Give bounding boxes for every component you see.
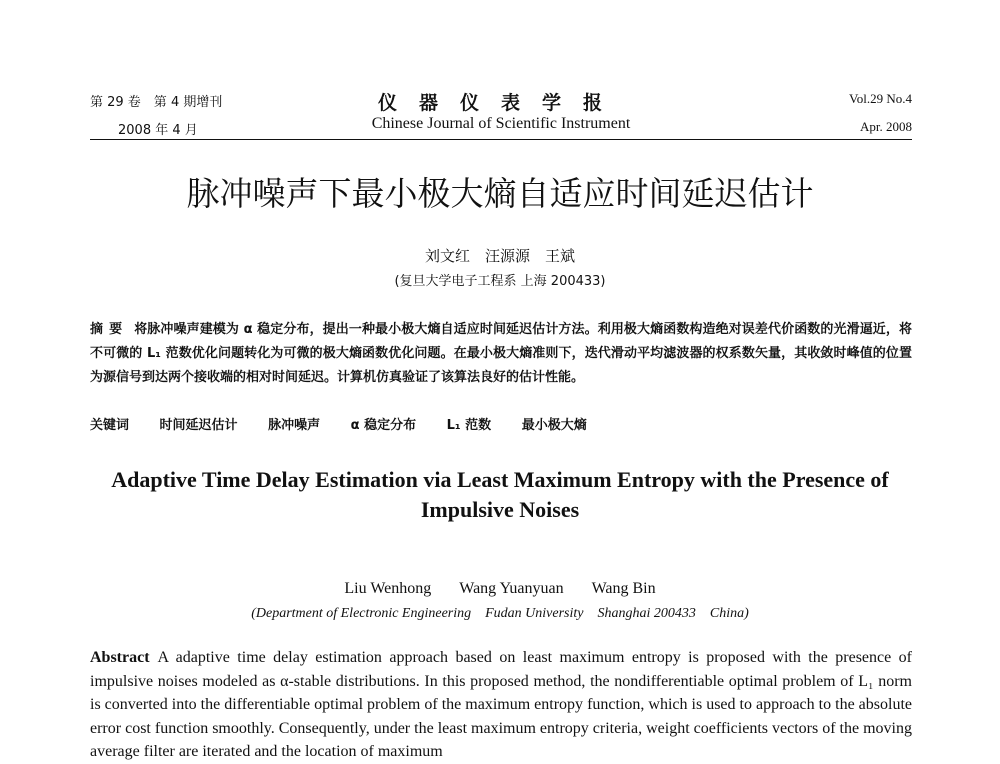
author-en: Wang Bin: [591, 580, 656, 597]
abstract-cn-text: 将脉冲噪声建模为 α 稳定分布，提出一种最小极大熵自适应时间延迟估计方法。利用极大熵函数构造绝对误差代价函数的光滑逼近，将不可微的 L₁ 范数优化问题转化为可微的极大熵函数优化问题。在最小极大熵准则下，迭代滑动平均滤波器的权系数矢量，其收敛时峰值的位置为源信号到达两个接收端的相对时间延迟。计算机仿真验证了该算法良好的估计性能。: [90, 322, 912, 385]
abstract-cn: [90, 318, 912, 390]
journal-header: [90, 88, 912, 140]
keyword: 脉冲噪声: [268, 418, 321, 433]
header-divider: [90, 139, 912, 140]
volume-issue-en: Vol.29 No.4: [849, 91, 912, 106]
abstract-cn-label: 摘要: [90, 322, 129, 337]
authors-en: [0, 580, 1000, 598]
authors-cn: 刘文红 汪源源 王斌: [424, 247, 575, 265]
author-en: Wang Yuanyuan: [459, 580, 564, 597]
journal-name-cn: 仪器仪表学报: [377, 92, 624, 114]
abstract-en-text: A adaptive time delay estimation approach based on least maximum entropy is proposed with the presence of impulsive noises modeled as α-stable distributions. In this proposed method, the nondifferentiable optimal problem of L₁ norm is converted into the differentiable optimal problem of the maximum entropy function, which is used to approach to the absolute error cost function smoothly. Consequently, under the least maximum entropy criteria, weight coefficients vectors of the moving average filter are iterated and the location of maximum: [90, 649, 912, 760]
affiliation-en: (Department of Electronic Engineering Fudan University Shanghai 200433 China): [251, 606, 749, 621]
volume-issue-cn: 第 29 卷 第 4 期增刊: [90, 95, 223, 110]
author-en: Liu Wenhong: [344, 580, 432, 597]
keyword: α 稳定分布: [350, 418, 417, 433]
date-cn: 2008 年 4 月: [118, 123, 198, 138]
affiliation-cn: (复旦大学电子工程系 上海 200433): [394, 274, 606, 289]
keyword: 最小极大熵: [521, 418, 587, 433]
keyword: 时间延迟估计: [159, 418, 238, 433]
title-en: Adaptive Time Delay Estimation via Least Maximum Entropy with the Presence of Impulsive Noises: [111, 467, 889, 522]
journal-name-en: Chinese Journal of Scientific Instrument: [371, 115, 631, 132]
keywords-cn-label: 关键词: [90, 418, 130, 433]
keyword: L₁ 范数: [446, 418, 492, 433]
title-cn: 脉冲噪声下最小极大熵自适应时间延迟估计: [186, 174, 814, 213]
abstract-en: [90, 646, 912, 764]
abstract-en-label: Abstract: [90, 649, 150, 666]
date-en: Apr. 2008: [860, 119, 912, 134]
keywords-cn: [90, 414, 912, 433]
